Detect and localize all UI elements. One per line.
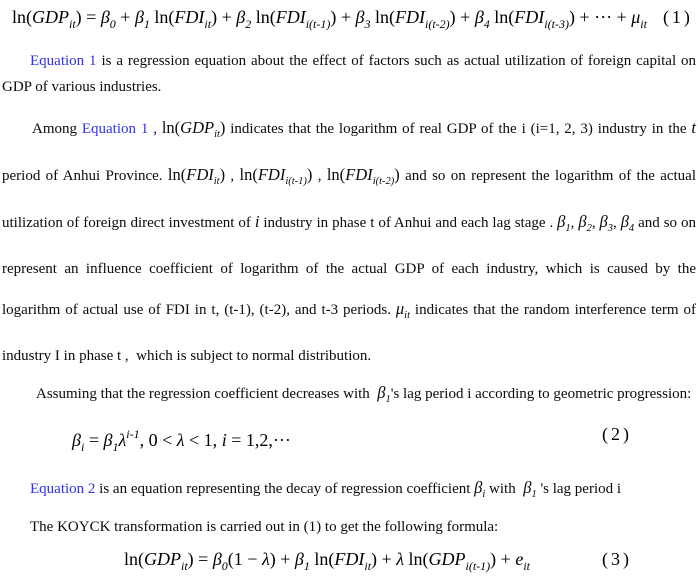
text-run: Among — [32, 121, 82, 137]
math-operator: = 1,2,··· — [226, 430, 291, 450]
math-subscript: it — [204, 17, 212, 31]
math-subscript: it — [69, 17, 76, 31]
math-operator: < 1, — [184, 430, 222, 450]
math-variable: β — [236, 7, 246, 27]
math-variable: t — [691, 118, 697, 137]
math-variable: FDI — [257, 165, 286, 184]
math-variable: β — [212, 549, 222, 569]
math-subscript: it — [640, 17, 647, 31]
math-subscript: it — [213, 176, 220, 187]
math-subscript: 0 — [109, 17, 116, 31]
equation-number: (2) — [602, 424, 632, 444]
math-operator: ln( — [167, 165, 187, 184]
text-run: , — [225, 168, 240, 184]
text-run: The KOYCK transformation is carried out in (1) to get the following formula: — [30, 519, 499, 535]
math-variable: FDI — [395, 7, 425, 27]
math-variable: β — [100, 7, 110, 27]
text-run: , — [591, 215, 600, 231]
math-variable: i — [221, 430, 227, 450]
math-subscript: i(t-1) — [305, 17, 331, 31]
math-variable: GDP — [180, 118, 215, 137]
math-variable: β — [294, 549, 304, 569]
paragraph-assumption — [2, 378, 696, 415]
math-variable: β — [474, 7, 484, 27]
math-subscript: 1 — [112, 440, 119, 454]
text-run: is an equation representing the decay of regression coefficient — [95, 481, 475, 497]
text-run: indicates that the logarithm of real GDP of the i (i=1, 2, 3) industry in the — [225, 121, 692, 137]
document-page — [2, 0, 697, 573]
math-subscript: 0 — [221, 559, 228, 573]
math-operator: (1 − — [227, 549, 262, 569]
math-subscript: i(t-2) — [425, 17, 450, 31]
math-operator: ln( — [489, 7, 515, 27]
math-operator: = — [84, 430, 104, 450]
math-subscript: 3 — [607, 223, 613, 234]
equation-reference-link[interactable]: Equation 1 — [81, 121, 149, 137]
math-variable: β — [103, 430, 113, 450]
math-operator: ) — [306, 165, 313, 184]
text-run: indicates that the random interference term of industry I in phase t , which is subject to normal distribution. — [2, 302, 697, 364]
math-variable: FDI — [275, 7, 306, 27]
math-variable: β — [355, 7, 365, 27]
math-subscript: it — [404, 310, 411, 321]
text-run: , — [312, 168, 327, 184]
math-subscript: i — [80, 440, 85, 454]
math-operator: ln( — [239, 165, 258, 184]
text-run: is a regression equation about the effect of factors such as actual utilization of foreign capital on GDP of various industries. — [2, 53, 697, 95]
math-subscript: 1 — [143, 17, 150, 31]
math-operator: ) + — [330, 7, 356, 27]
math-subscript: 1 — [565, 223, 571, 234]
math-variable: GDP — [428, 549, 466, 569]
text-run: , — [570, 215, 579, 231]
math-subscript: it — [214, 129, 220, 140]
math-operator: , 0 < — [139, 430, 177, 450]
math-variable: GDP — [144, 549, 181, 569]
math-operator: ) = — [187, 549, 213, 569]
math-variable: GDP — [32, 7, 69, 27]
math-operator: ) + — [211, 7, 237, 27]
math-subscript: it — [181, 559, 188, 573]
math-subscript: 1 — [303, 559, 310, 573]
paragraph-koyck — [2, 514, 696, 540]
text-run: 's lag period i according to geometric progression: — [390, 386, 692, 402]
math-operator: ) — [219, 118, 226, 137]
paragraph-equation2-description — [2, 473, 696, 510]
math-variable: β — [599, 212, 608, 231]
math-operator: ) + — [490, 549, 516, 569]
math-subscript: 2 — [245, 17, 252, 31]
math-subscript: i(t-2) — [372, 176, 395, 187]
math-superscript: i-1 — [126, 427, 140, 441]
math-subscript: 1 — [385, 394, 391, 405]
math-operator: + — [115, 7, 135, 27]
math-subscript: i(t-1) — [285, 176, 307, 187]
math-variable: β — [523, 478, 532, 497]
math-operator: ) + — [371, 549, 397, 569]
equation-reference-link[interactable]: Equation 2 — [30, 481, 96, 497]
equation-1 — [2, 0, 696, 36]
text-run: , — [148, 121, 162, 137]
math-variable: μ — [631, 7, 641, 27]
math-subscript: i(t-3) — [544, 17, 569, 31]
math-variable: FDI — [345, 165, 373, 184]
text-run: with — [485, 481, 524, 497]
text-run: 's lag period i — [536, 481, 622, 497]
math-operator: ln( — [124, 549, 144, 569]
math-variable: λ — [396, 549, 404, 569]
math-operator: ) — [219, 165, 226, 184]
math-variable: μ — [395, 299, 405, 318]
math-variable: β — [134, 7, 144, 27]
paragraph-variables-explanation — [2, 108, 696, 376]
math-operator: ln( — [149, 7, 175, 27]
math-variable: e — [515, 549, 524, 569]
text-run: industry in phase t of Anhui and each lag stage . — [259, 215, 558, 231]
math-variable: λ — [176, 430, 185, 450]
math-subscript: 3 — [364, 17, 371, 31]
math-operator: ) + — [449, 7, 475, 27]
math-variable: β — [557, 212, 566, 231]
equation-3 — [2, 547, 696, 578]
math-operator: ln( — [309, 549, 335, 569]
math-variable: β — [377, 383, 386, 402]
math-variable: FDI — [334, 549, 365, 569]
math-variable: β — [72, 430, 81, 450]
math-variable: FDI — [514, 7, 545, 27]
text-run: and so on represent an influence coefficient of logarithm of the actual GDP of each industry, which is caused by the logarithm of actual use of FDI in t, (t-1), (t-2), and t-3 periods. — [2, 215, 697, 318]
text-run: Assuming that the regression coefficient decreases with — [36, 386, 378, 402]
math-subscript: 4 — [483, 17, 490, 31]
math-subscript: i(t-1) — [465, 559, 491, 573]
math-variable: β — [578, 212, 587, 231]
math-variable: i — [254, 212, 260, 231]
math-subscript: 4 — [628, 223, 635, 234]
math-subscript: 2 — [586, 223, 592, 234]
math-variable: β — [474, 478, 483, 497]
math-subscript: 1 — [531, 489, 537, 500]
math-subscript: it — [364, 559, 372, 573]
equation-2 — [2, 422, 696, 459]
equation-reference-link[interactable]: Equation 1 — [30, 53, 97, 69]
math-operator: ln( — [251, 7, 276, 27]
math-operator: ) + — [269, 549, 295, 569]
math-operator: ln( — [404, 549, 429, 569]
math-operator: ln( — [161, 118, 181, 137]
text-run: period of Anhui Province. — [2, 168, 168, 184]
equation-number: (1) — [662, 7, 693, 27]
math-operator: ln( — [326, 165, 346, 184]
math-subscript: i — [482, 489, 486, 500]
math-operator: ) + ··· + — [568, 7, 632, 27]
math-operator: ) = — [75, 7, 101, 27]
math-variable: β — [620, 212, 629, 231]
math-variable: λ — [118, 430, 127, 450]
math-operator: ln( — [370, 7, 395, 27]
math-operator: ln( — [12, 7, 32, 27]
math-variable: FDI — [186, 165, 214, 184]
math-subscript: it — [523, 559, 530, 573]
text-run: , — [612, 215, 621, 231]
math-operator: ) — [394, 165, 400, 184]
math-variable: FDI — [174, 7, 205, 27]
math-variable: λ — [261, 549, 270, 569]
equation-number: (3) — [602, 549, 632, 569]
text-run: and so on represent the logarithm of the actual utilization of foreign direct investment of — [2, 168, 696, 231]
paragraph-equation1-description — [2, 48, 696, 100]
